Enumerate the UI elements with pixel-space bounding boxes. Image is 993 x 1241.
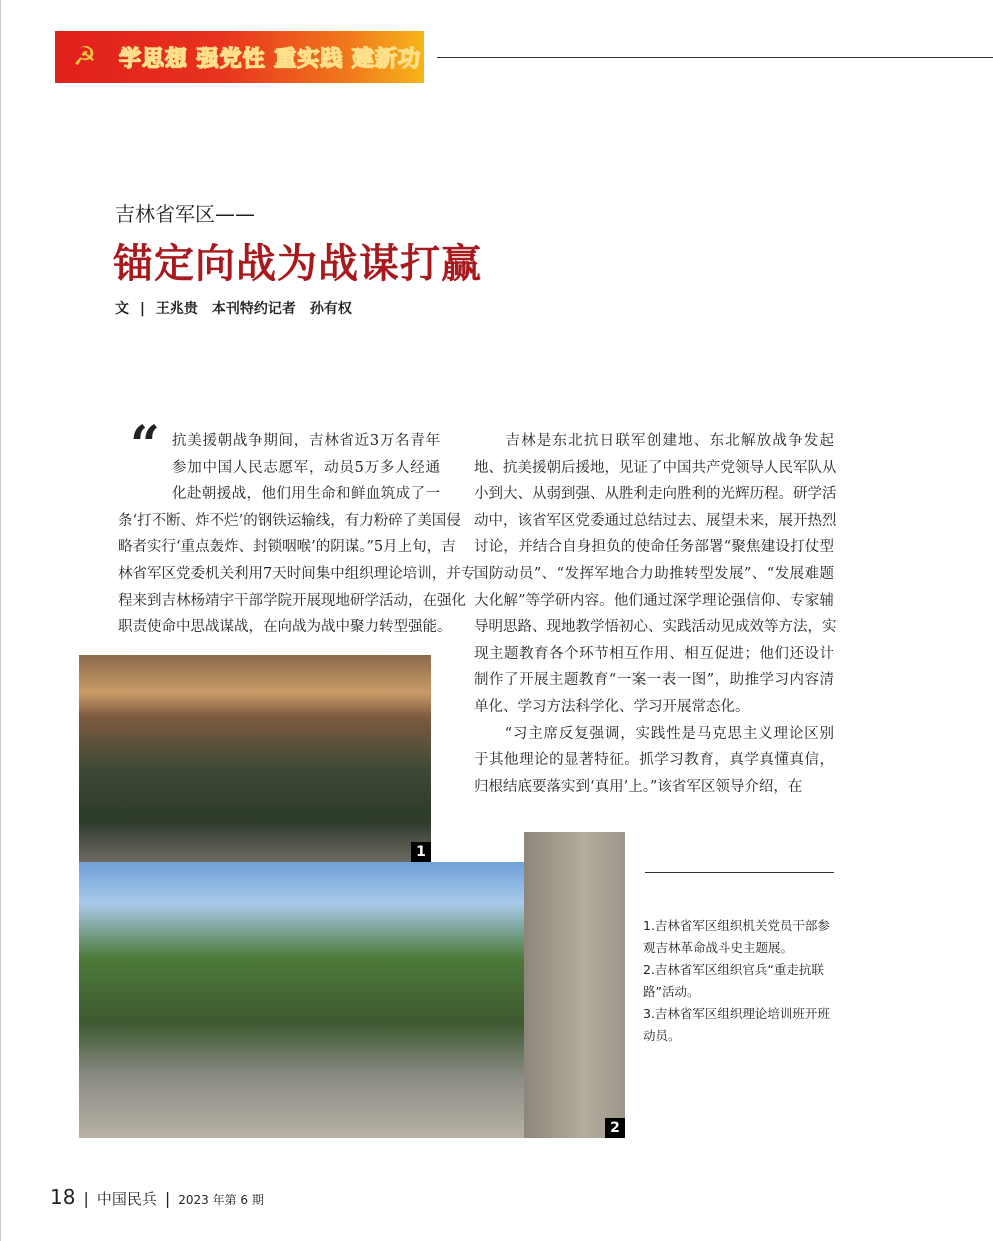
article-byline: 文 | 王兆贵 本刊特约记者 孙有权 bbox=[115, 301, 352, 317]
caption-rule bbox=[645, 872, 834, 873]
header-rule bbox=[437, 57, 993, 58]
banner-slogan: 学思想 强党性 重实践 建新功 bbox=[119, 46, 421, 72]
right-column-text bbox=[474, 428, 837, 800]
magazine-name: 中国民兵 bbox=[96, 1190, 157, 1208]
text-line: 职责使命中思战谋战，在向战为战中聚力转型强能。 bbox=[118, 619, 452, 636]
photo-captions bbox=[643, 915, 838, 1047]
text-line: 程来到吉林杨靖宇干部学院开展现地研学活动，在强化 bbox=[118, 592, 466, 609]
text-line: 吉林是东北抗日联军创建地、东北解放战争发起 bbox=[474, 433, 834, 449]
text-line: 化赴朝援战，他们用生命和鲜血筑成了一 bbox=[172, 486, 440, 503]
text-line: 抗美援朝战争期间，吉林省近3万名青年 bbox=[172, 433, 440, 449]
caption: 3.吉林省军区组织理论培训班开班动员。 bbox=[643, 1006, 830, 1043]
article-kicker: 吉林省军区—— bbox=[115, 202, 255, 226]
divider: | bbox=[83, 1189, 89, 1208]
page-footer bbox=[50, 1185, 264, 1209]
article-title: 锚定向战为战谋打赢 bbox=[113, 241, 482, 287]
text-line: 大化解”等学研内容。他们通过深学理论强信仰、专家辅 bbox=[474, 592, 834, 609]
text-line: 导明思路、现地教学悟初心、实践活动见成效等方法，实 bbox=[474, 619, 837, 636]
page-number: 18 bbox=[50, 1185, 76, 1209]
text-line: 参加中国人民志愿军，动员5万多人经通 bbox=[172, 459, 440, 476]
text-line: 国防动员”、“发挥军地合力助推转型发展”、“发展难题 bbox=[474, 565, 834, 582]
text-line: 林省军区党委机关利用7天时间集中组织理论培训，并专 bbox=[118, 565, 476, 582]
divider: | bbox=[164, 1189, 171, 1208]
column-banner bbox=[55, 31, 424, 83]
quote-mark-icon: “ bbox=[130, 415, 160, 476]
text-line: 制作了开展主题教育“一案一表一图”，助推学习内容清 bbox=[474, 672, 834, 689]
text-line: 条‘打不断、炸不烂’的钢铁运输线，有力粉碎了美国侵 bbox=[118, 512, 461, 529]
page-edge bbox=[0, 0, 1, 1241]
photo-exhibition-visit bbox=[79, 655, 431, 862]
text-line: 现主题教育各个环节相互作用、相互促进；他们还设计 bbox=[474, 645, 834, 662]
text-line: 归根结底要落实到‘真用’上。”该省军区领导介绍，在 bbox=[474, 778, 803, 795]
photo-number: 2 bbox=[605, 1118, 625, 1138]
left-column-text bbox=[118, 428, 476, 641]
text-line: 讨论，并结合自身担负的使命任务部署“聚焦建设打仗型 bbox=[474, 539, 834, 556]
memorial-stone bbox=[524, 832, 625, 1138]
text-line: 于其他理论的显著特征。抓学习教育，真学真懂真信， bbox=[474, 752, 834, 769]
hammer-sickle-icon: ☭ bbox=[73, 42, 97, 72]
text-line: 小到大、从弱到强、从胜利走向胜利的光辉历程。研学活 bbox=[474, 486, 837, 503]
caption: 1.吉林省军区组织机关党员干部参观吉林革命战斗史主题展。 bbox=[643, 918, 830, 955]
issue-label: 2023 年第 6 期 bbox=[178, 1193, 264, 1207]
photo-number: 1 bbox=[411, 842, 431, 862]
caption: 2.吉林省军区组织官兵“重走抗联路”活动。 bbox=[643, 962, 824, 999]
text-line: 地、抗美援朝后援地，见证了中国共产党领导人民军队从 bbox=[474, 459, 837, 476]
text-line: 动中，该省军区党委通过总结过去、展望未来，展开热烈 bbox=[474, 512, 837, 529]
text-line: 略者实行‘重点轰炸、封锁咽喉’的阴谋。”5月上旬，吉 bbox=[118, 539, 456, 556]
text-line: 单化、学习方法科学化、学习开展常态化。 bbox=[474, 698, 750, 715]
text-line: “习主席反复强调，实践性是马克思主义理论区别 bbox=[474, 725, 834, 742]
